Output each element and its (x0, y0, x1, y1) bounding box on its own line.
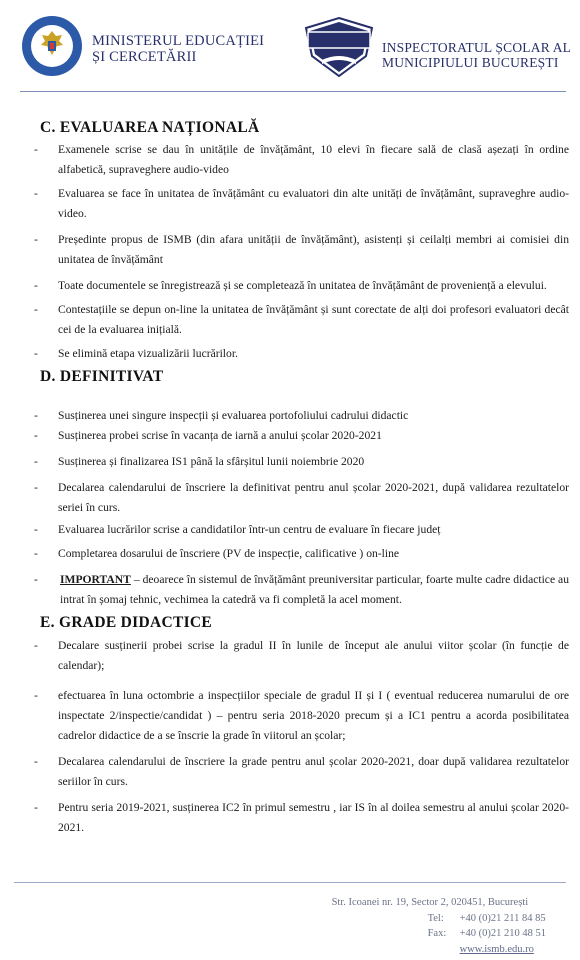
footer-contact (332, 895, 546, 957)
section-c-title: C. EVALUAREA NAȚIONALĂ (40, 119, 260, 136)
list-item: - Se elimină etapa vizualizării lucrărilor. (34, 344, 569, 364)
list-item: - Decalarea calendarului de înscriere la grade pentru anul școlar 2020-2021, doar după validarea rezultatelor seriilor în curs. (34, 752, 569, 792)
inspectorate-name-line-1: INSPECTORATUL ȘCOLAR AL (382, 40, 572, 55)
letterhead (0, 0, 580, 92)
inspectorate-name-line-2: MUNICIPIULUI BUCUREȘTI (382, 55, 559, 70)
ministry-name-line-2: ȘI CERCETĂRII (92, 49, 197, 65)
header-divider (20, 91, 566, 92)
list-item: - Contestațiile se depun on-line la unitatea de învățământ și sunt corectate de alți doi profesori evaluatori decât cei de la evaluarea inițială. (34, 300, 569, 340)
ministry-name-line-1: MINISTERUL EDUCAȚIEI (92, 33, 265, 49)
list-item: - Decalarea calendarului de înscriere la definitivat pentru anul școlar 2020-2021, după validarea rezultatelor seriei în curs. (34, 478, 569, 518)
important-note-text (60, 570, 569, 610)
list-item: - Susținerea și finalizarea IS1 până la sfârșitul lunii noiembrie 2020 (34, 452, 569, 472)
fax-number: +40 (0)21 210 48 51 (459, 928, 546, 939)
list-item-text: Pentru seria 2019-2021, susținerea IC2 în primul semestru , iar IS în al doilea semestru al anului școlar 2020-2021. (58, 801, 569, 834)
ismb-logo-icon (302, 16, 376, 78)
tel-label: Tel: (427, 912, 444, 924)
list-item-text: Completarea dosarului de înscriere (PV de inspecție, calificative ) on-line (58, 547, 400, 560)
list-item: - Susținerea probei scrise în vacanța de iarnă a anului școlar 2020-2021 (34, 426, 569, 446)
list-item-text: Decalarea calendarului de înscriere la grade pentru anul școlar 2020-2021, doar după validarea rezultatelor seriilor în curs. (58, 755, 569, 788)
inspectorate-name (382, 40, 571, 70)
list-item-text: Se elimină etapa vizualizării lucrărilor. (58, 347, 238, 360)
list-item: - Evaluarea lucrărilor scrise a candidatilor într-un centru de evaluare în fiecare județ (34, 520, 569, 540)
list-item: - Susținerea unei singure inspecții și evaluarea portofoliului cadrului didactic (34, 406, 569, 426)
important-note: - IMPORTANT – deoarece în sistemul de învățământ preuniversitar particular, foarte multe cadre didactice au intrat în șomaj tehnic, vechimea la catedră va fi completă la acel moment. (34, 570, 569, 610)
list-item-text: Toate documentele se înregistrează și se completează în unitatea de învățământ de proveniență a elevului. (58, 279, 547, 292)
list-item: - Evaluarea se face în unitatea de învățământ cu evaluatori din alte unități de învățământ, supraveghre audio-video. (34, 184, 569, 224)
ministry-name (92, 33, 264, 65)
list-item: - Președinte propus de ISMB (din afara unității de învățământ), asistenți și ceilalți membri ai comisiei din unitatea de învățământ (34, 230, 569, 270)
list-item: - efectuarea în luna octombrie a inspecțiilor speciale de gradul II și I ( eventual reducerea numarului de ore inspectate 2/inspectie/candidat ) – pentru seria 2018-2020 precum și a IC1 pentru a acorda posibilitatea cadrelor didactice de a se înscrie la grade în viitorul an școlar; (34, 686, 569, 746)
list-item-text: Decalarea calendarului de înscriere la definitivat pentru anul școlar 2020-2021, după validarea rezultatelor seriei în curs. (58, 481, 569, 514)
list-item: - Toate documentele se înregistrează și se completează în unitatea de învățământ de proveniență a elevului. (34, 276, 569, 296)
tel-number: +40 (0)21 211 84 85 (459, 912, 546, 924)
list-item-text: Contestațiile se depun on-line la unitatea de învățământ și sunt corectate de alți doi profesori evaluatori decât cei de la evaluarea inițială. (58, 303, 569, 336)
list-item-text: efectuarea în luna octombrie a inspecțiilor speciale de gradul II și I ( eventual reducerea numarului de ore inspectate 2/inspectie/candidat ) – pentru seria 2018-2020 precum și a IC1 pentru a acorda posibilitatea cadrelor didactice de a se înscrie la grade în viitorul an școlar; (58, 689, 569, 742)
list-item-text: Președinte propus de ISMB (din afara unității de învățământ), asistenți și ceilalți membri ai comisiei din unitatea de învățământ (58, 233, 569, 266)
list-item-text: Decalare susținerii probei scrise la gradul II în lunile de început ale anului viitor școlar (în funcție de calendar); (58, 639, 569, 672)
list-item: - Completarea dosarului de înscriere (PV de inspecție, calificative ) on-line (34, 544, 569, 564)
list-item-text: Evaluarea lucrărilor scrise a candidatilor într-un centru de evaluare în fiecare județ (58, 523, 441, 536)
section-d-title: D. DEFINITIVAT (40, 368, 164, 385)
list-item-text: Examenele scrise se dau în unitățile de învățământ, 10 elevi în fiecare sală de clasă așezați în ordine alfabetică, supraveghere audio-video (58, 143, 569, 176)
list-item-text: Susținerea unei singure inspecții și evaluarea portofoliului cadrului didactic (58, 409, 409, 422)
list-item: - Examenele scrise se dau în unitățile de învățământ, 10 elevi în fiecare sală de clasă așezați în ordine alfabetică, supraveghere audio-video (34, 140, 569, 180)
list-item: - Decalare susținerii probei scrise la gradul II în lunile de început ale anului viitor școlar (în funcție de calendar); (34, 636, 569, 676)
list-item-text: Susținerea și finalizarea IS1 până la sfârșitul lunii noiembrie 2020 (58, 455, 365, 468)
important-label: IMPORTANT (60, 573, 131, 586)
website-link[interactable]: www.ismb.edu.ro (459, 943, 534, 955)
footer-divider (14, 882, 566, 883)
section-e-title: E. GRADE DIDACTICE (40, 614, 213, 631)
footer-address: Str. Icoanei nr. 19, Sector 2, 020451, București (331, 897, 529, 908)
fax-label: Fax: (427, 928, 447, 939)
government-seal-icon (20, 14, 84, 78)
list-item: - Pentru seria 2019-2021, susținerea IC2 în primul semestru , iar IS în al doilea semestru al anului școlar 2020-2021. (34, 798, 569, 838)
list-item-text: Evaluarea se face în unitatea de învățământ cu evaluatori din alte unități de învățământ, supraveghre audio-video. (58, 187, 569, 220)
list-item-text: Susținerea probei scrise în vacanța de iarnă a anului școlar 2020-2021 (58, 429, 382, 442)
important-body: – deoarece în sistemul de învățământ preuniversitar particular, foarte multe cadre didactice au intrat în șomaj tehnic, vechimea la catedră va fi completă la acel moment. (60, 573, 569, 606)
